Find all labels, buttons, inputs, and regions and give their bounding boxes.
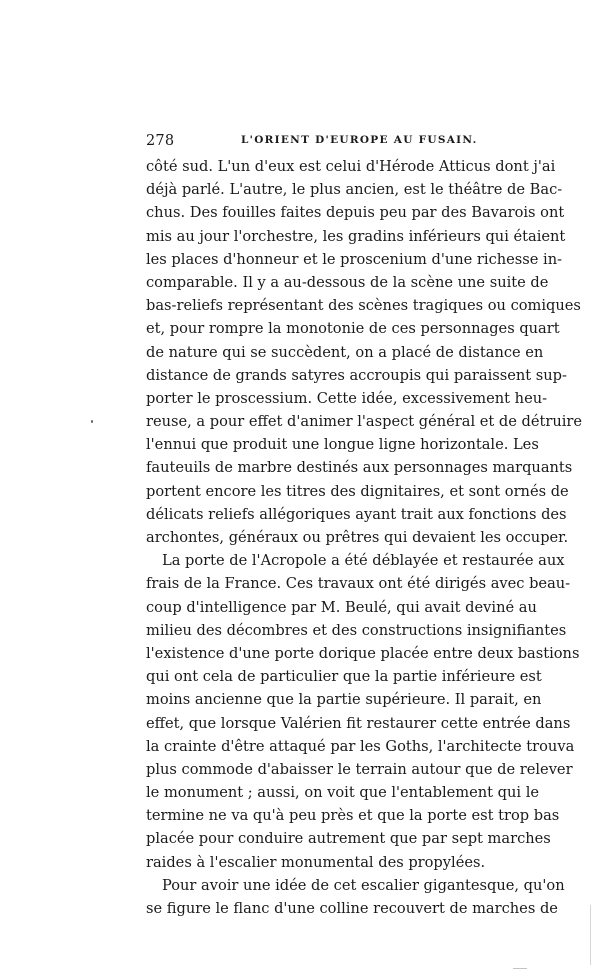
- text-line: archontes, généraux ou prêtres qui devaient les occuper.: [146, 529, 569, 546]
- text-line: comparable. Il y a au-dessous de la scène une suite de: [146, 273, 549, 291]
- paragraph-first-line: Pour avoir une idée de cet escalier gigantesque, qu'on: [162, 876, 565, 894]
- text-line: reuse, a pour effet d'animer l'aspect général et de détruire: [146, 413, 583, 431]
- text-line: l'existence d'une porte dorique placée entre deux bastions: [146, 644, 580, 662]
- text-line: raides à l'escalier monumental des propylées.: [146, 853, 486, 871]
- margin-mark: [590, 905, 591, 965]
- text-line: et, pour rompre la monotonie de ces personnages quart: [146, 320, 560, 338]
- foot-mark: [513, 968, 527, 969]
- text-line: porter le proscessium. Cette idée, excessivement heu-: [146, 389, 548, 407]
- text-line: effet, que lorsque Valérien fit restaurer cette entrée dans: [146, 714, 571, 732]
- paragraph-first-line: La porte de l'Acropole a été déblayée et restaurée aux: [162, 552, 565, 570]
- body-text: [146, 155, 583, 920]
- text-line: côté sud. L'un d'eux est celui d'Hérode Atticus dont j'ai: [146, 158, 556, 175]
- running-title: L'ORIENT D'EUROPE AU FUSAIN.: [241, 134, 478, 146]
- text-line: frais de la France. Ces travaux ont été dirigés avec beau-: [146, 575, 571, 593]
- text-line: bas-reliefs représentant des scènes tragiques ou comiques: [146, 297, 581, 315]
- text-line: la crainte d'être attaqué par les Goths, l'architecte trouva: [146, 737, 575, 755]
- ink-speck: [91, 420, 93, 423]
- text-line: portent encore les titres des dignitaires, et sont ornés de: [146, 482, 569, 500]
- text-line: le monument ; aussi, on voit que l'entablement qui le: [146, 784, 540, 802]
- text-line: placée pour conduire autrement que par sept marches: [146, 830, 551, 848]
- text-line: distance de grands satyres accroupis qui paraissent sup-: [146, 366, 567, 384]
- text-line: fauteuils de marbre destinés aux personnages marquants: [146, 459, 573, 477]
- text-line: déjà parlé. L'autre, le plus ancien, est le théâtre de Bac-: [146, 181, 563, 199]
- text-line: mis au jour l'orchestre, les gradins inférieurs qui étaient: [146, 227, 566, 245]
- text-line: de nature qui se succèdent, on a placé de distance en: [146, 343, 544, 361]
- text-line: délicats reliefs allégoriques ayant trait aux fonctions des: [146, 505, 567, 523]
- text-line: coup d'intelligence par M. Beulé, qui avait deviné au: [146, 598, 537, 616]
- text-line: les places d'honneur et le proscenium d'une richesse in-: [146, 250, 563, 268]
- text-line: se figure le flanc d'une colline recouvert de marches de: [146, 900, 558, 917]
- text-line: moins ancienne que la partie supérieure. Il parait, en: [146, 691, 542, 709]
- running-head: [146, 133, 476, 151]
- text-line: chus. Des fouilles faites depuis peu par des Bavarois ont: [146, 204, 565, 222]
- text-line: termine ne va qu'à peu près et que la porte est trop bas: [146, 807, 560, 825]
- page-number: 278: [146, 133, 175, 149]
- text-line: qui ont cela de particulier que la partie inférieure est: [146, 668, 542, 686]
- text-line: plus commode d'abaisser le terrain autour que de relever: [146, 760, 573, 778]
- text-line: l'ennui que produit une longue ligne horizontale. Les: [146, 436, 539, 454]
- text-line: milieu des décombres et des constructions insignifiantes: [146, 621, 567, 639]
